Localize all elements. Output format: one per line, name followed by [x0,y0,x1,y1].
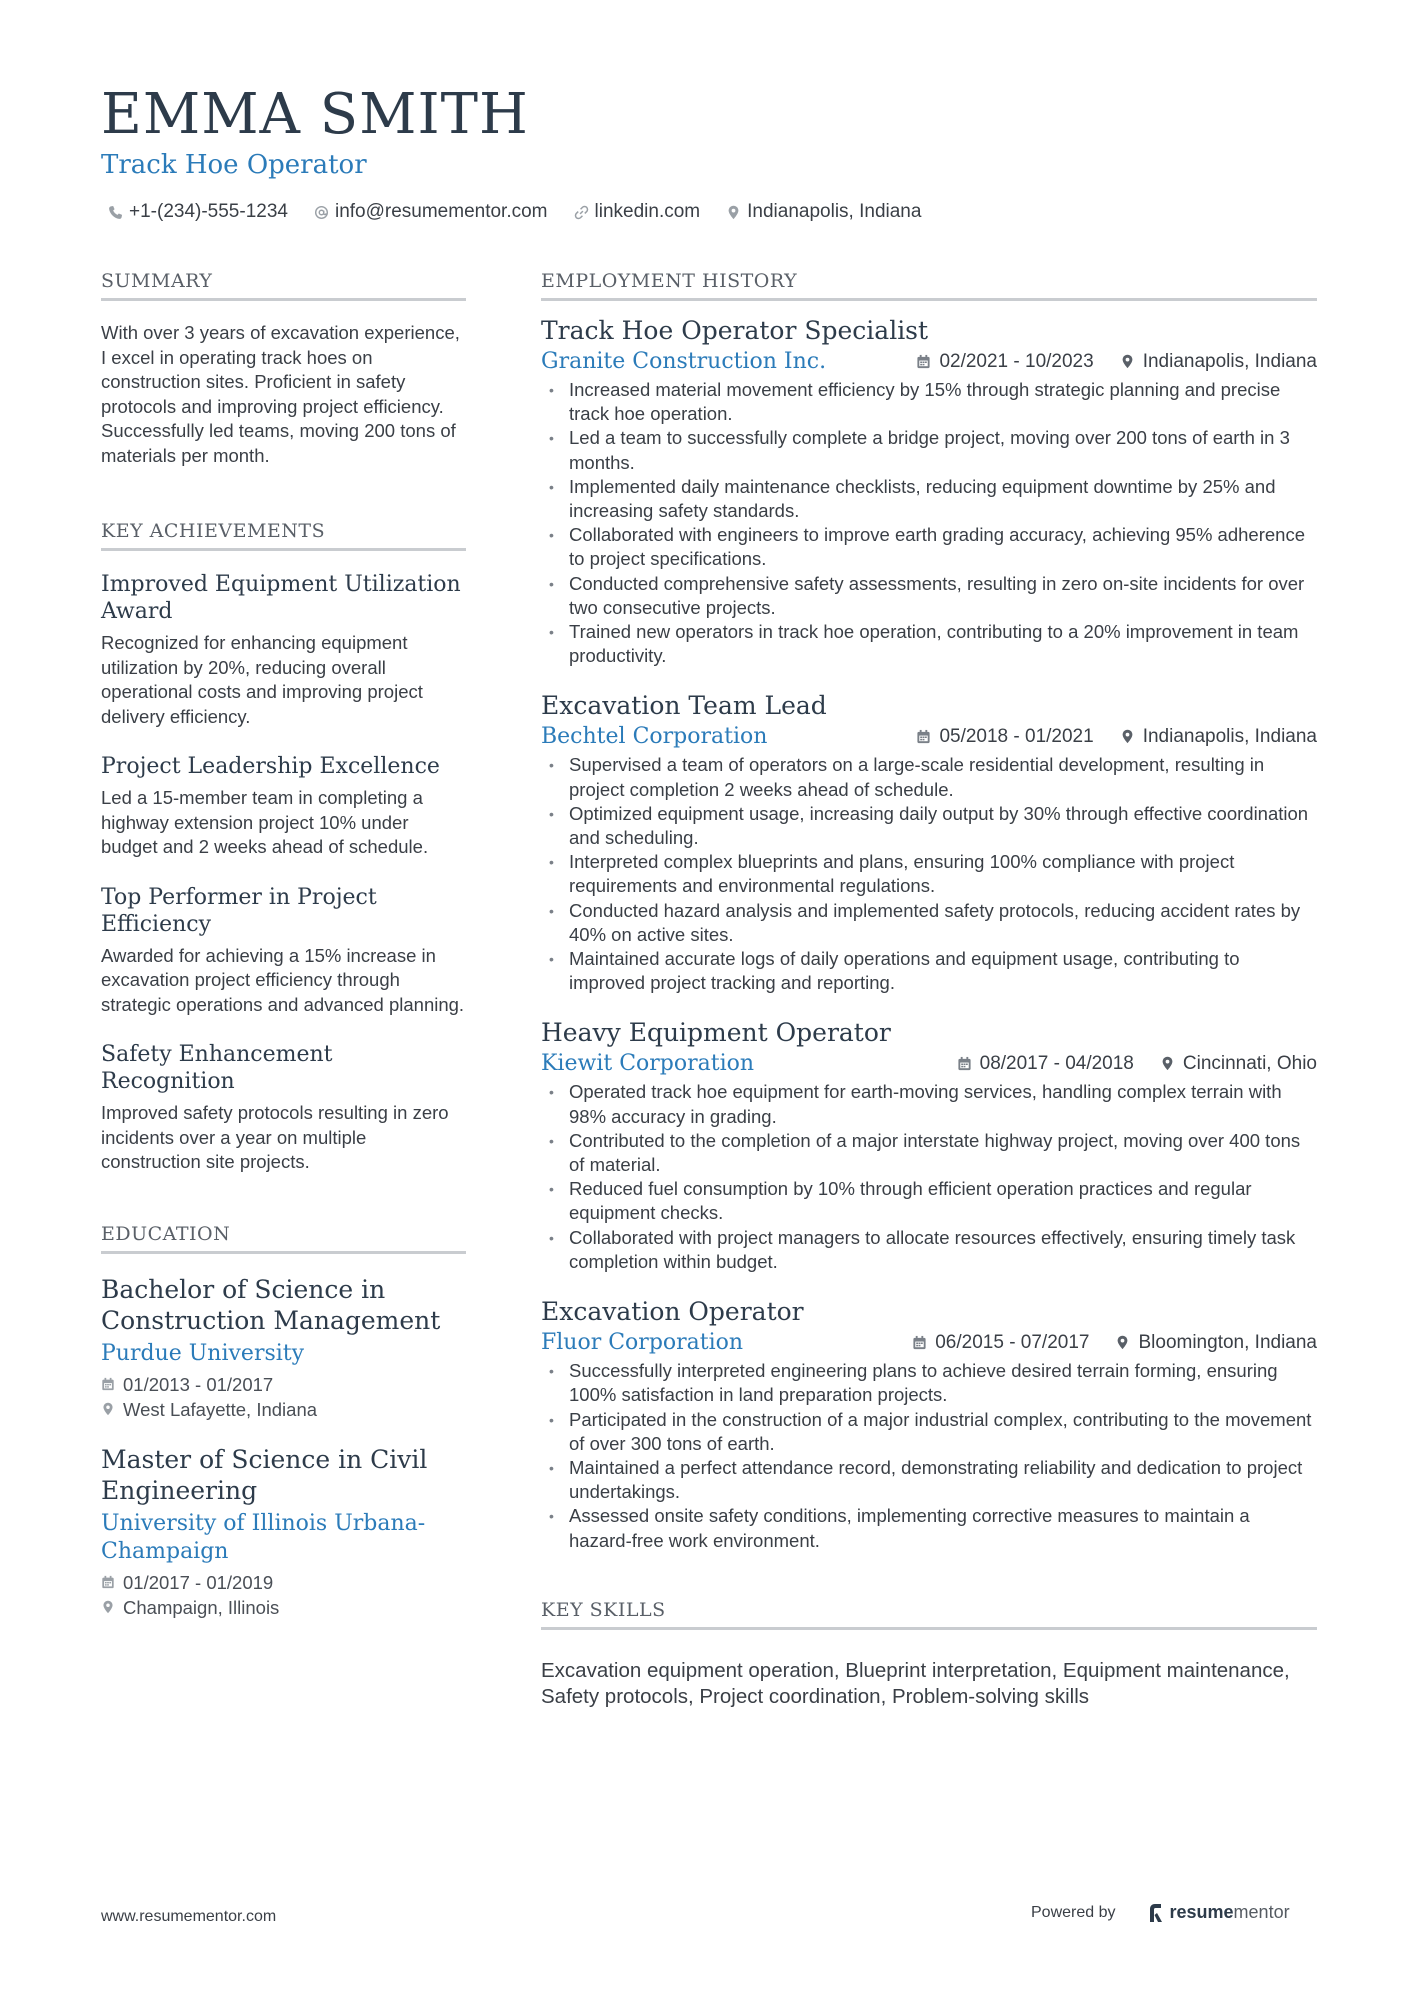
job-dates [957,1053,1134,1075]
job-dates-text: 05/2018 - 01/2021 [939,725,1094,747]
job-location [1160,1053,1317,1075]
list-item: • Conducted hazard analysis and implemented safety protocols, reducing accident rates by 40% on active sites. [541,899,1317,947]
at-icon [314,205,329,220]
job-title: Track Hoe Operator Specialist [541,316,929,345]
education-heading: EDUCATION [101,1223,466,1254]
achievement-text: Recognized for enhancing equipment utilization by 20%, reducing overall operational costs and improving project delivery efficiency. [101,632,423,727]
job-company: Fluor Corporation [541,1330,744,1356]
job-dates-text: 08/2017 - 04/2018 [979,1052,1134,1074]
achievement-text: Improved safety protocols resulting in zero incidents over a year on multiple construction site projects. [101,1102,449,1172]
list-item: • Collaborated with engineers to improve earth grading accuracy, achieving 95% adherence to project specifications. [541,523,1317,571]
job-location [1120,351,1317,373]
list-item: • Contributed to the completion of a major interstate highway project, moving over 400 tons of material. [541,1129,1317,1177]
contact-email[interactable] [314,201,548,223]
footer-branding [1031,1902,1290,1923]
job-company: Granite Construction Inc. [541,349,827,374]
job-location-text: Indianapolis, Indiana [1142,725,1317,747]
job-location [1120,726,1317,748]
summary-heading: SUMMARY [101,270,466,301]
list-item: • Led a team to successfully complete a bridge project, moving over 200 tons of earth in 3 months. [541,426,1317,474]
skills-text: Excavation equipment operation, Blueprint interpretation, Equipment maintenance, Safety protocols, Project coordination, Problem-solving skills [541,1658,1290,1708]
education-item [101,1444,466,1620]
job-bullets [541,753,1317,995]
job-location [1115,1332,1317,1354]
achievement-item [101,1041,466,1175]
calendar-icon [912,1335,927,1350]
education-degree: Master of Science in Civil Engineering [101,1444,428,1505]
list-item: • Maintained a perfect attendance record, demonstrating reliability and dedication to project undertakings. [541,1456,1317,1504]
job-bullets [541,1359,1317,1553]
location-icon [101,1600,115,1614]
job-entry [541,315,1317,668]
job-details [912,1332,1317,1354]
list-item: • Participated in the construction of a major industrial complex, contributing to the movement of over 300 tons of earth. [541,1408,1317,1456]
candidate-role: Track Hoe Operator [101,150,367,180]
list-item: • Interpreted complex blueprints and plans, ensuring 100% compliance with project requirements and environmental regulations. [541,850,1317,898]
contact-bar [108,201,921,223]
brand-name-bold: resume [1169,1902,1234,1922]
brand-logo[interactable] [1148,1902,1290,1923]
summary-text: With over 3 years of excavation experience, I excel in operating track hoes on construction sites. Proficient in safety protocols and improving project efficiency. Successfully led teams, moving 200 tons of materials per month. [101,322,460,466]
education-location [101,1397,466,1422]
achievement-title: Improved Equipment Utilization Award [101,572,461,624]
location-icon [1115,1335,1130,1350]
job-dates [912,1332,1089,1354]
job-details [957,1053,1317,1075]
location-icon [726,205,741,220]
contact-phone[interactable] [108,201,288,223]
achievement-item [101,753,466,860]
job-meta [541,724,1317,749]
resumementor-logo-icon [1148,1903,1164,1923]
job-bullets [541,1080,1317,1274]
list-item: • Reduced fuel consumption by 10% through efficient operation practices and regular equipment checks. [541,1177,1317,1225]
contact-linkedin[interactable] [574,201,701,223]
job-dates-text: 02/2021 - 10/2023 [939,350,1094,372]
job-details [916,726,1317,748]
achievements-heading: KEY ACHIEVEMENTS [101,520,466,551]
job-title: Excavation Team Lead [541,691,827,721]
education-dates [101,1372,466,1397]
list-item: • Supervised a team of operators on a large-scale residential development, resulting in project completion 2 weeks ahead of schedule. [541,753,1317,801]
job-title: Excavation Operator [541,1297,804,1327]
list-item: • Assessed onsite safety conditions, implementing corrective measures to maintain a hazard-free work environment. [541,1504,1317,1552]
job-dates [916,351,1093,373]
calendar-icon [101,1377,115,1391]
achievement-text: Awarded for achieving a 15% increase in excavation project efficiency through strategic operations and advanced planning. [101,944,465,1015]
achievement-title: Project Leadership Excellence [101,754,440,779]
education-school: Purdue University [101,1340,305,1366]
phone-icon [108,205,123,220]
skills-heading: KEY SKILLS [541,1599,1317,1630]
list-item: • Maintained accurate logs of daily operations and equipment usage, contributing to improved project tracking and reporting. [541,947,1317,995]
list-item: • Trained new operators in track hoe operation, contributing to a 20% improvement in team productivity. [541,620,1317,668]
job-meta [541,1330,1317,1355]
job-dates [916,726,1093,748]
education-location-text: West Lafayette, Indiana [123,1398,318,1420]
job-dates-text: 06/2015 - 07/2017 [935,1331,1090,1353]
list-item: • Collaborated with project managers to allocate resources effectively, ensuring timely task completion within budget. [541,1226,1317,1274]
list-item: • Implemented daily maintenance checklists, reducing equipment downtime by 25% and increasing safety standards. [541,475,1317,523]
job-location-text: Indianapolis, Indiana [1142,350,1317,372]
list-item: • Operated track hoe equipment for earth-moving services, handling complex terrain with 98% accuracy in grading. [541,1080,1317,1128]
job-company: Kiewit Corporation [541,1051,755,1077]
achievement-text: Led a 15-member team in completing a highway extension project 10% under budget and 2 weeks ahead of schedule. [101,787,429,857]
job-entry [541,690,1317,995]
list-item: • Increased material movement efficiency by 15% through strategic planning and precise track hoe operation. [541,378,1317,426]
job-bullets [541,378,1317,668]
location-icon [1160,1056,1175,1071]
brand-name-light: mentor [1233,1902,1290,1922]
link-icon [574,205,589,220]
employment-heading: EMPLOYMENT HISTORY [541,270,1317,301]
job-location-text: Cincinnati, Ohio [1182,1052,1317,1074]
job-meta [541,1051,1317,1076]
achievement-title: Top Performer in Project Efficiency [101,884,377,937]
left-column [101,270,466,1642]
location-icon [1120,354,1135,369]
calendar-icon [957,1056,972,1071]
contact-location-text: Indianapolis, Indiana [747,201,922,222]
job-title: Heavy Equipment Operator [541,1018,891,1048]
education-dates-text: 01/2013 - 01/2017 [123,1373,274,1395]
education-item [101,1274,466,1422]
contact-email-text: info@resumementor.com [334,201,548,222]
location-icon [1120,729,1135,744]
right-column [541,270,1317,1710]
education-dates-text: 01/2017 - 01/2019 [123,1571,274,1593]
contact-linkedin-text: linkedin.com [594,201,701,222]
job-location-text: Bloomington, Indiana [1138,1331,1317,1353]
job-entry [541,1296,1317,1553]
calendar-icon [916,729,931,744]
job-meta [541,349,1317,374]
job-company: Bechtel Corporation [541,724,768,750]
achievement-title: Safety Enhancement Recognition [101,1042,333,1094]
education-location-text: Champaign, Illinois [123,1596,280,1618]
calendar-icon [101,1575,115,1589]
education-school: University of Illinois Urbana-Champaign [101,1510,426,1564]
achievement-item [101,884,466,1018]
calendar-icon [916,354,931,369]
location-icon [101,1402,115,1416]
contact-location [726,201,921,223]
job-details [916,351,1317,373]
contact-phone-text: +1-(234)-555-1234 [129,201,288,222]
job-entry [541,1017,1317,1274]
education-location [101,1595,466,1620]
achievement-item [101,571,466,729]
education-dates [101,1570,466,1595]
powered-by-label: Powered by [1031,1903,1116,1921]
candidate-name: EMMA SMITH [101,82,529,147]
list-item: • Successfully interpreted engineering plans to achieve desired terrain forming, ensuring 100% satisfaction in land preparation projects. [541,1359,1317,1407]
list-item: • Conducted comprehensive safety assessments, resulting in zero on-site incidents for over two consecutive projects. [541,572,1317,620]
education-degree: Bachelor of Science in Construction Management [101,1274,441,1335]
footer-website[interactable]: www.resumementor.com [101,1908,277,1925]
list-item: • Optimized equipment usage, increasing daily output by 30% through effective coordination and scheduling. [541,802,1317,850]
